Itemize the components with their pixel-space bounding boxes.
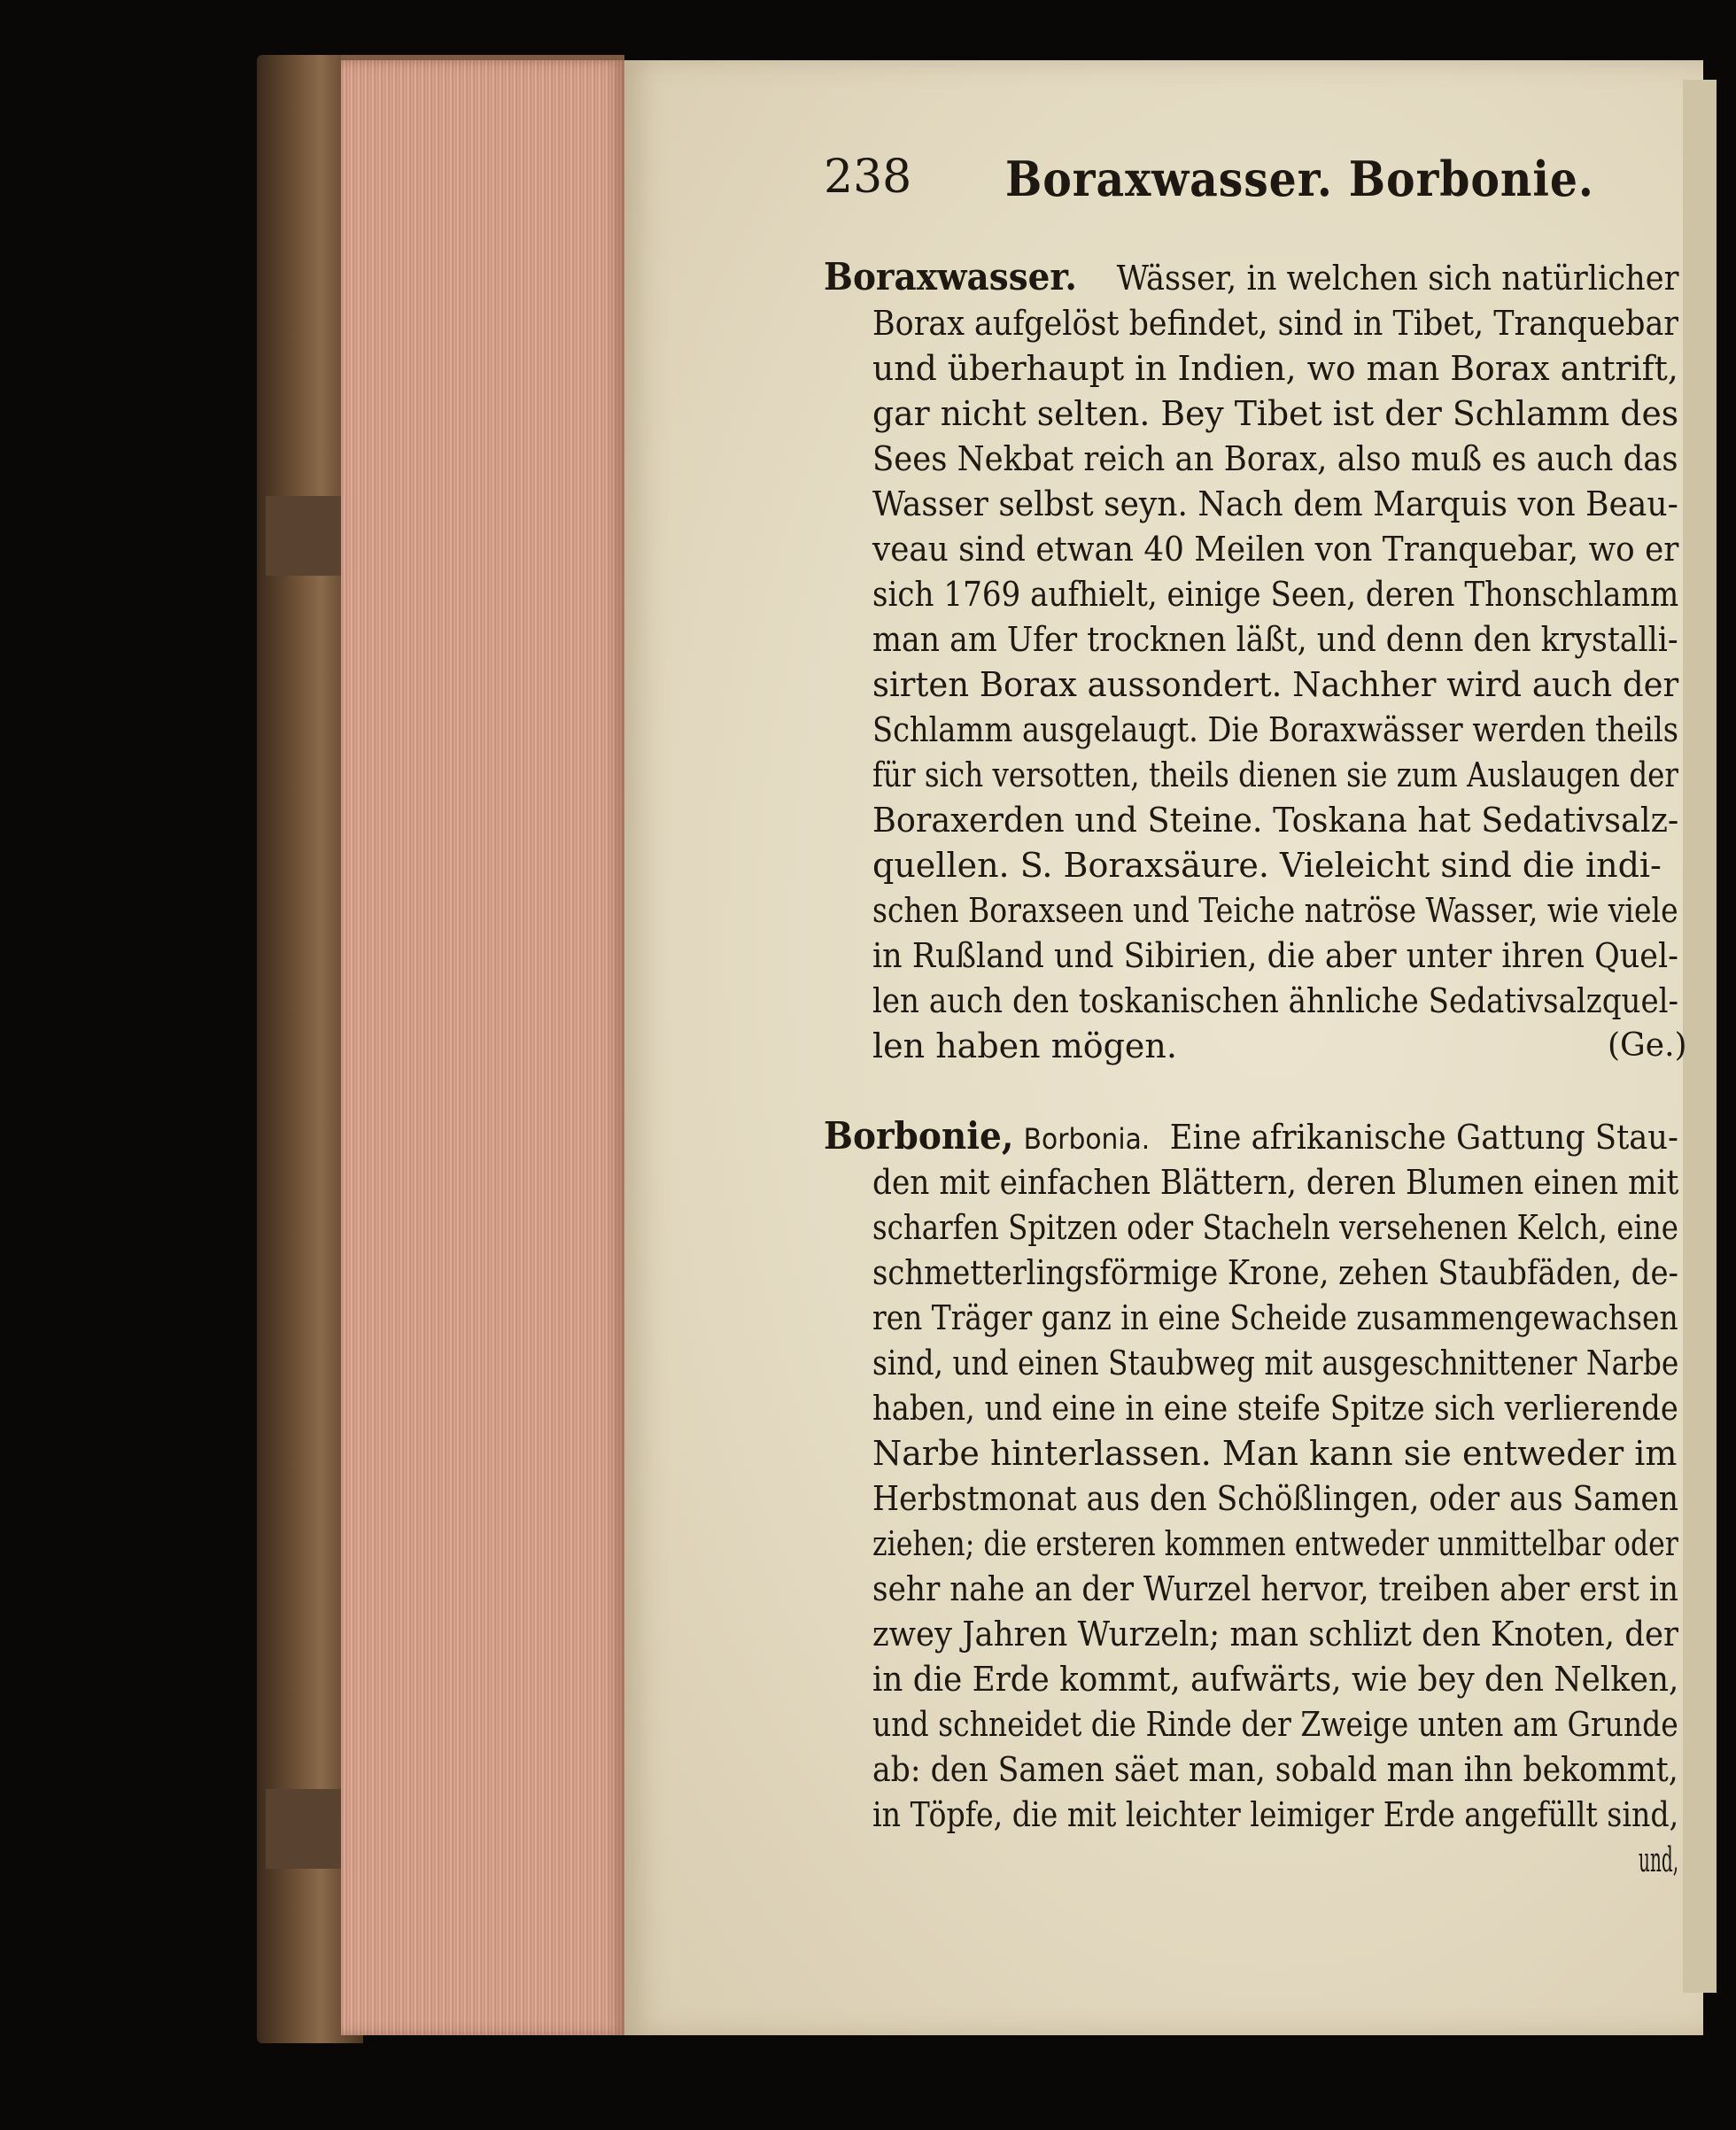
- entry-lemma: Borbonie,: [824, 1114, 1014, 1158]
- entry-line: in Rußland und Sibirien, die aber unter ihren Quel-: [872, 936, 1678, 975]
- entry-line: und überhaupt in Indien, wo man Borax antrift,: [872, 349, 1678, 388]
- entry-line: [824, 1114, 1678, 1161]
- entry-line: ren Träger ganz in eine Scheide zusammengewachsen: [872, 1298, 1678, 1337]
- entry-line: den mit einfachen Blättern, deren Blumen einen mit: [872, 1163, 1679, 1202]
- page-block-edge: [341, 60, 624, 2035]
- entry-line: schen Boraxseen und Teiche natröse Wasser, wie viele: [872, 891, 1678, 930]
- entry-line: quellen. S. Boraxsäure. Vieleicht sind die indi-: [872, 846, 1662, 885]
- entry-line: Wasser selbst seyn. Nach dem Marquis von Beau-: [872, 484, 1678, 523]
- latin-name: Borbonia.: [1023, 1122, 1151, 1156]
- entry-line: Narbe hinterlassen. Man kann sie entweder im: [872, 1434, 1678, 1473]
- entry-line: in Töpfe, die mit leichter leimiger Erde angefüllt sind,: [872, 1795, 1679, 1834]
- entry-line: für sich versotten, theils dienen sie zum Auslaugen der: [872, 755, 1678, 794]
- entry-line: Boraxerden und Steine. Toskana hat Sedativsalz-: [872, 801, 1679, 840]
- entry-line: haben, und eine in eine steife Spitze sich verlierende: [872, 1389, 1678, 1428]
- entry-lemma: Boraxwasser.: [824, 255, 1077, 298]
- entry-line: sehr nahe an der Wurzel hervor, treiben aber erst in: [872, 1569, 1678, 1608]
- entry-line: len auch den toskanischen ähnliche Sedativsalzquel-: [872, 981, 1679, 1020]
- entry-line: gar nicht selten. Bey Tibet ist der Schlamm des: [872, 394, 1679, 433]
- page-number: 238: [824, 151, 912, 204]
- entry-text: Eine afrikanische Gattung Stau-: [1169, 1118, 1678, 1157]
- entry-text: Wässer, in welchen sich natürlicher: [1116, 259, 1679, 298]
- entry-line: schmetterlingsförmige Krone, zehen Staubfäden, de-: [872, 1253, 1678, 1292]
- entry-line: [824, 255, 1678, 300]
- entry-line: Sees Nekbat reich an Borax, also muß es auch das: [872, 439, 1678, 478]
- next-page-edge: [1683, 80, 1717, 1993]
- entry-line: sirten Borax aussondert. Nachher wird auch der: [872, 665, 1679, 704]
- entry-line: sind, und einen Staubweg mit ausgeschnittener Narbe: [872, 1344, 1679, 1383]
- entry-line: in die Erde kommt, aufwärts, wie bey den Nelken,: [872, 1660, 1679, 1699]
- entry-line: ab: den Samen säet man, sobald man ihn bekommt,: [872, 1750, 1678, 1789]
- entry-line: und schneidet die Rinde der Zweige unten am Grunde: [872, 1705, 1678, 1744]
- entry-line: Herbstmonat aus den Schößlingen, oder aus Samen: [872, 1479, 1678, 1518]
- entry-line: man am Ufer trocknen läßt, und denn den krystalli-: [872, 620, 1678, 659]
- entry-line: ziehen; die ersteren kommen entweder unmittelbar oder: [872, 1524, 1678, 1563]
- entry-line: scharfen Spitzen oder Stacheln versehenen Kelch, eine: [872, 1208, 1679, 1247]
- entry-line: zwey Jahren Wurzeln; man schlizt den Knoten, der: [872, 1615, 1678, 1654]
- entry-line: veau sind etwan 40 Meilen von Tranquebar, wo er: [872, 530, 1679, 569]
- entry-line: len haben mögen.: [872, 1026, 1177, 1065]
- entry-line: Schlamm ausgelaugt. Die Boraxwässer werden theils: [872, 710, 1678, 749]
- author-signature: (Ge.): [1608, 1027, 1687, 1064]
- catchword: und,: [1639, 1840, 1679, 1879]
- running-head: Boraxwasser. Borbonie.: [1005, 151, 1594, 207]
- entry-line: Borax aufgelöst befindet, sind in Tibet, Tranquebar: [872, 304, 1678, 343]
- entry-line: sich 1769 aufhielt, einige Seen, deren Thonschlamm: [872, 575, 1679, 614]
